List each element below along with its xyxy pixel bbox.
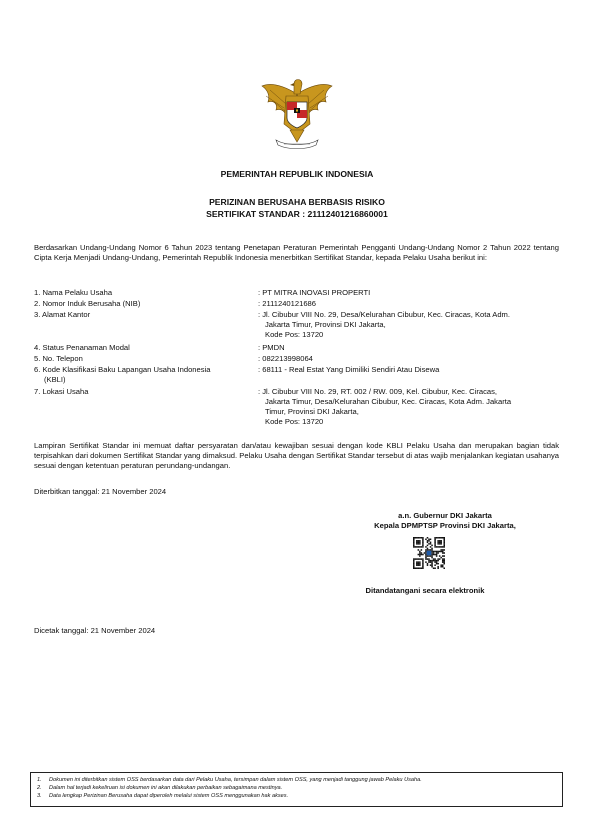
field-value: Jakarta Timur, Desa/Kelurahan Cibubur, Kec. Ciracas, Kota Adm. Jakarta — [265, 397, 512, 406]
field-label: 1. Nama Pelaku Usaha — [34, 288, 113, 297]
footnote-text: Dokumen ini diterbitkan sistem OSS berdasarkan data dari Pelaku Usaha, tersimpan dalam sistem OSS, yang menjadi tanggung jawab Pelaku Usaha. — [49, 777, 422, 783]
field-label: (KBLI) — [44, 375, 66, 384]
document-title: PERIZINAN BERUSAHA BERBASIS RISIKO — [209, 197, 385, 207]
field-value: : Jl. Cibubur VIII No. 29, RT. 002 / RW. 009, Kel. Cibubur, Kec. Ciracas, — [258, 387, 498, 396]
field-value: : PT MITRA INOVASI PROPERTI — [258, 288, 371, 297]
field-value: : 68111 - Real Estat Yang Dimiliki Sendiri Atau Disewa — [258, 365, 440, 374]
footnote-text: Dalam hal terjadi kekeliruan isi dokumen ini akan dilakukan perbaikan sebagaimana mestinya. — [49, 785, 283, 791]
qr-code-icon[interactable] — [413, 537, 445, 569]
footnote-box — [30, 772, 563, 807]
issued-date: Diterbitkan tanggal: 21 November 2024 — [34, 487, 167, 496]
field-label: 4. Status Penanaman Modal — [34, 343, 130, 352]
footnote — [37, 784, 556, 792]
footnote-number: 3. — [37, 793, 42, 799]
field-label: 2. Nomor Induk Berusaha (NIB) — [34, 299, 141, 308]
government-heading: PEMERINTAH REPUBLIK INDONESIA — [220, 169, 374, 179]
field-value: : Jl. Cibubur VIII No. 29, Desa/Kelurahan Cibubur, Kec. Ciracas, Kota Adm. — [258, 310, 510, 319]
field-value: Kode Pos: 13720 — [265, 417, 324, 426]
attachment-note: Lampiran Sertifikat Standar ini memuat daftar persyaratan dan/atau kewajiban sesuai dengan kode KBLI Pelaku Usaha dan merupakan bagian tidak terpisahkan dari dokumen Sertifikat Standar yang dimaksud. Pelaku Usaha dengan Sertifikat Standar tersebut di atas wajib menjalankan kegiatan usahanya sesuai dengan ketentuan peraturan perundang-undangan. — [34, 441, 559, 470]
field-value: Jakarta Timur, Provinsi DKI Jakarta, — [265, 320, 386, 329]
field-value: : PMDN — [258, 343, 285, 352]
electronic-signature-note: Ditandatangani secara elektronik — [365, 586, 485, 595]
garuda-emblem-icon — [256, 74, 338, 156]
signatory-line-2: Kepala DPMPTSP Provinsi DKI Jakarta, — [374, 521, 516, 530]
field-label: 6. Kode Klasifikasi Baku Lapangan Usaha Indonesia — [34, 365, 211, 374]
field-value: Kode Pos: 13720 — [265, 330, 324, 339]
footnote-number: 2. — [37, 785, 42, 791]
printed-date: Dicetak tanggal: 21 November 2024 — [34, 626, 156, 635]
footnote — [37, 792, 556, 800]
footnote-text: Data lengkap Perizinan Berusaha dapat diperoleh melalui sistem OSS menggunakan hak akses. — [49, 793, 289, 799]
field-value: : 2111240121686 — [258, 299, 316, 308]
certificate-number: SERTIFIKAT STANDAR : 21112401216860001 — [206, 209, 388, 219]
signatory-line-1: a.n. Gubernur DKI Jakarta — [398, 511, 492, 520]
field-label: 7. Lokasi Usaha — [34, 387, 89, 396]
field-label: 5. No. Telepon — [34, 354, 83, 363]
footnote — [37, 776, 556, 784]
field-label: 3. Alamat Kantor — [34, 310, 91, 319]
footnote-number: 1. — [37, 777, 42, 783]
intro-paragraph: Berdasarkan Undang-Undang Nomor 6 Tahun 2023 tentang Penetapan Peraturan Pemerintah Pengganti Undang-Undang Nomor 2 Tahun 2022 tentang Cipta Kerja Menjadi Undang-Undang, Pemerintah Republik Indonesia menerbitkan Sertifikat Standar, kepada Pelaku Usaha berikut ini: — [34, 243, 559, 262]
field-value: Timur, Provinsi DKI Jakarta, — [265, 407, 359, 416]
field-value: : 082213998064 — [258, 354, 313, 363]
